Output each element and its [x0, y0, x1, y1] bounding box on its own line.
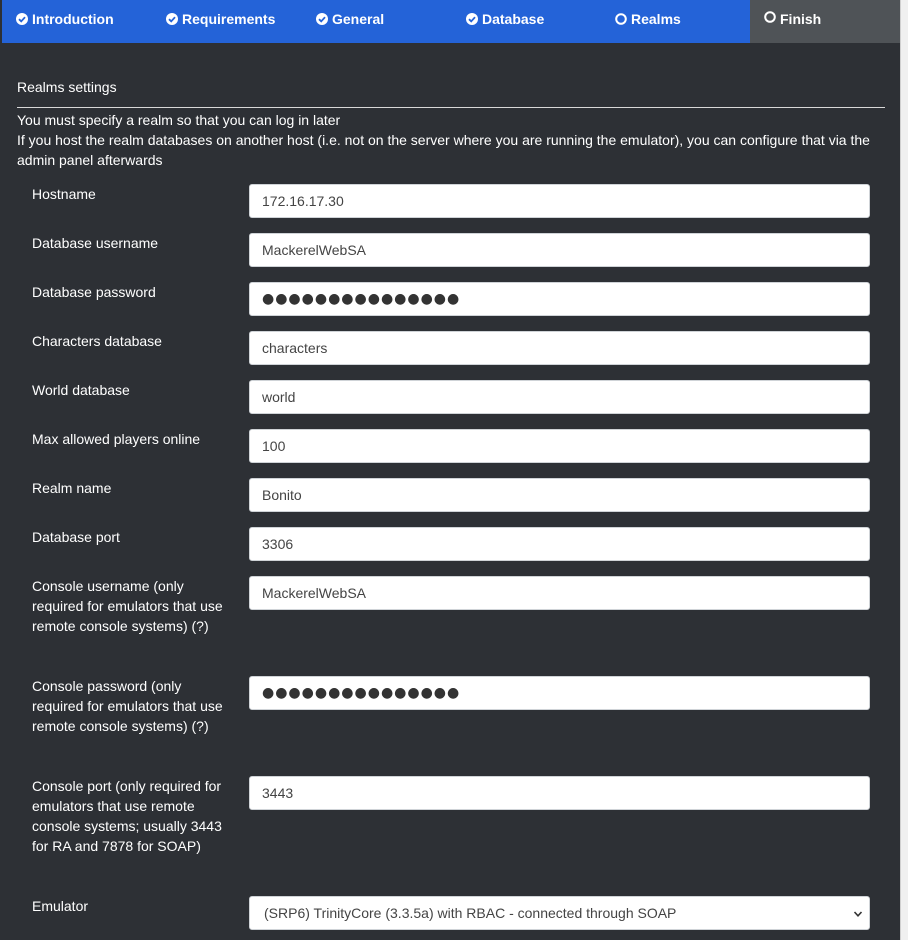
- world-db-label: World database: [32, 382, 130, 398]
- check-circle-icon: [16, 13, 28, 25]
- tab-realms[interactable]: [601, 0, 750, 37]
- console-username-label: Console username (only required for emulators that use remote console systems) (?): [32, 578, 223, 634]
- scrollbar[interactable]: [900, 0, 908, 940]
- check-circle-icon: [316, 13, 328, 25]
- realm-name-label: Realm name: [32, 480, 112, 496]
- console-port-input[interactable]: [249, 776, 870, 810]
- db-password-label: Database password: [32, 284, 156, 300]
- tab-label: Requirements: [182, 10, 276, 27]
- db-username-label: Database username: [32, 235, 159, 251]
- circle-outline-icon: [764, 11, 776, 23]
- tab-label: Finish: [780, 11, 822, 27]
- intro-line: If you host the realm databases on another host (i.e. not on the server where you are running the emulator), you can configure that via the admin panel afterwards: [17, 132, 870, 168]
- emulator-label: Emulator: [32, 898, 89, 914]
- tab-label: Realms: [631, 10, 681, 27]
- intro-text: [17, 110, 877, 170]
- max-players-input[interactable]: [249, 429, 870, 463]
- tab-general[interactable]: [302, 0, 452, 37]
- console-username-input[interactable]: [249, 576, 870, 610]
- db-username-input[interactable]: [249, 233, 870, 267]
- intro-line: You must specify a realm so that you can log in later: [17, 112, 341, 128]
- tab-label: Database: [482, 10, 545, 27]
- tab-database[interactable]: [452, 0, 601, 37]
- characters-db-label: Characters database: [32, 333, 162, 349]
- tab-finish[interactable]: [750, 0, 900, 43]
- hostname-label: Hostname: [32, 186, 96, 202]
- db-password-input[interactable]: [249, 282, 870, 316]
- console-port-label: Console port (only required for emulators that use remote console systems; usually 3443 for RA and 7878 for SOAP): [32, 778, 222, 854]
- emulator-select[interactable]: [249, 896, 870, 930]
- chevron-down-icon: [853, 909, 863, 919]
- tab-requirements[interactable]: [152, 0, 302, 37]
- wizard-steps: [2, 0, 900, 43]
- realm-name-input[interactable]: [249, 478, 870, 512]
- console-password-input[interactable]: [249, 676, 870, 710]
- db-port-input[interactable]: [249, 527, 870, 561]
- max-players-label: Max allowed players online: [32, 431, 201, 447]
- console-password-label: Console password (only required for emulators that use remote console systems) (?): [32, 678, 223, 734]
- divider: [17, 107, 885, 108]
- world-db-input[interactable]: [249, 380, 870, 414]
- tab-label: General: [332, 10, 385, 27]
- tab-label: Introduction: [32, 10, 114, 27]
- tab-introduction[interactable]: [2, 0, 152, 37]
- circle-outline-icon: [615, 13, 627, 25]
- emulator-selected-value: (SRP6) TrinityCore (3.3.5a) with RBAC - connected through SOAP: [264, 905, 677, 921]
- characters-db-input[interactable]: [249, 331, 870, 365]
- hostname-input[interactable]: [249, 184, 870, 218]
- check-circle-icon: [466, 13, 478, 25]
- check-circle-icon: [166, 13, 178, 25]
- section-title: Realms settings: [17, 79, 117, 95]
- db-port-label: Database port: [32, 529, 120, 545]
